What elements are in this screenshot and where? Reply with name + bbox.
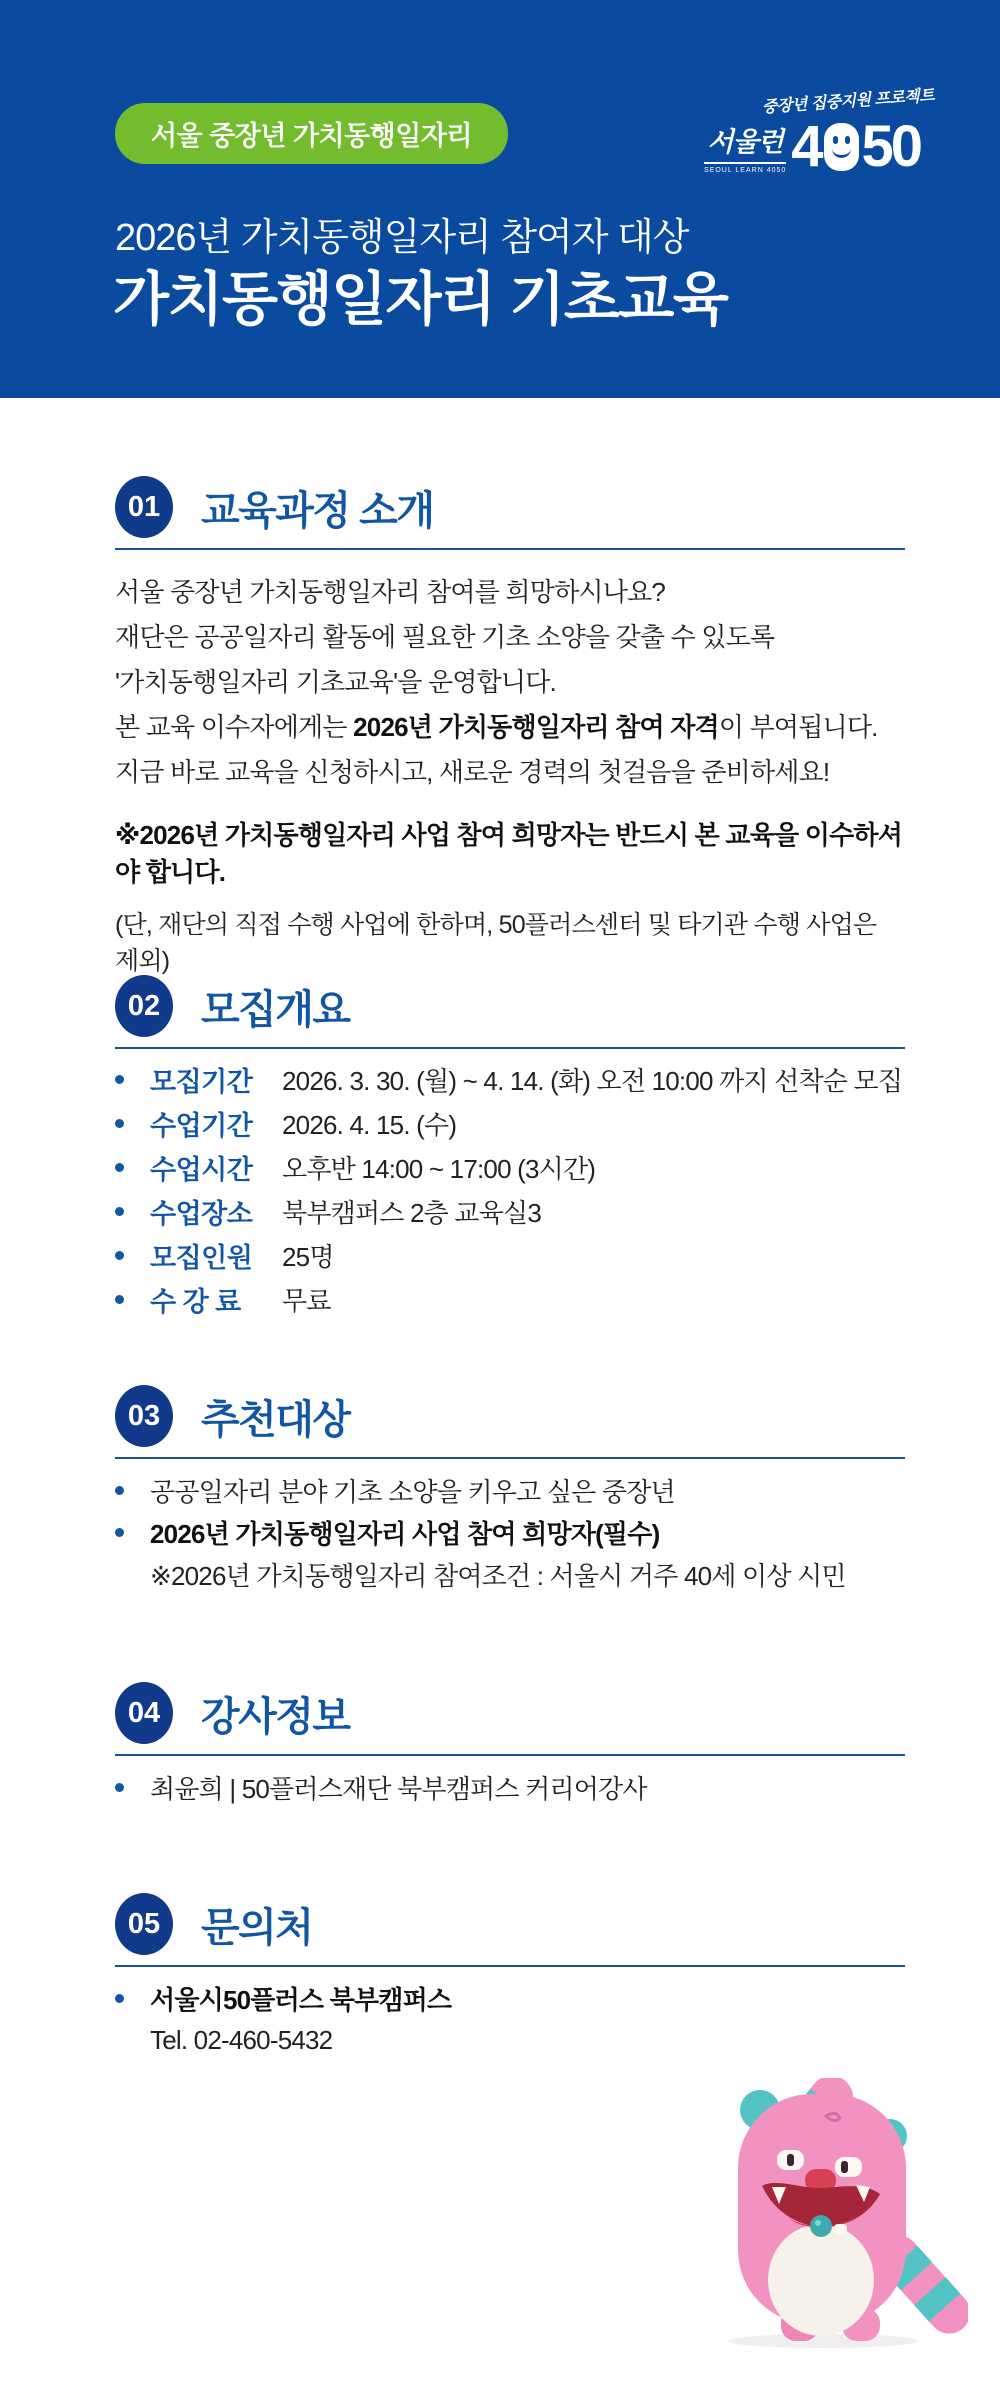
target-condition-note: ※2026년 가치동행일자리 참여조건 : 서울시 거주 40세 이상 시민 bbox=[150, 1560, 846, 1591]
mascot-illustration bbox=[638, 2078, 968, 2348]
hero-title: 가치동행일자리 기초교육 bbox=[113, 267, 728, 332]
section-title: 모집개요 bbox=[201, 987, 350, 1032]
instructor-bullet bbox=[115, 1766, 905, 1808]
smiley-right-eye bbox=[845, 136, 850, 144]
intro-line-3: '가치동행일자리 기초교육'을 운영합니다. bbox=[115, 667, 556, 697]
intro-exception-note: (단, 재단의 직접 수행 사업에 한하며, 50플러스센터 및 타기관 수행 사업은 제외) bbox=[115, 911, 877, 975]
row-label: 수업기간 bbox=[150, 1110, 253, 1141]
row-value: 25명 bbox=[282, 1241, 334, 1272]
logo-number-50: 50 bbox=[861, 114, 921, 179]
intro-paragraph bbox=[115, 570, 905, 795]
section-title: 강사정보 bbox=[201, 1694, 350, 1739]
bullet-dot-icon bbox=[115, 1119, 124, 1128]
intro-required-note: ※2026년 가치동행일자리 사업 참여 희망자는 반드시 본 교육을 이수하셔야 합니다. bbox=[115, 820, 903, 887]
section-divider bbox=[115, 1457, 905, 1459]
logo-wordmark: 서울런 bbox=[704, 120, 786, 164]
row-value: 오후반 14:00 ~ 17:00 (3시간) bbox=[282, 1153, 596, 1184]
row-value: 무료 bbox=[282, 1285, 331, 1316]
row-value: 북부캠퍼스 2층 교육실3 bbox=[282, 1197, 542, 1228]
instructor-bullet-list bbox=[115, 1766, 905, 1808]
section-divider bbox=[115, 548, 905, 550]
section-overview-header bbox=[115, 975, 905, 1037]
bullet-text: 2026년 가치동행일자리 사업 참여 희망자(필수) bbox=[150, 1518, 660, 1549]
contact-bullet-list bbox=[115, 1977, 905, 2061]
intro-line-2: 재단은 공공일자리 활동에 필요한 기초 소양을 갖출 수 있도록 bbox=[115, 622, 775, 652]
section-overview bbox=[115, 975, 905, 1321]
overview-row-class-time bbox=[115, 1145, 905, 1189]
overview-row-class-period bbox=[115, 1101, 905, 1145]
pink-monster-icon bbox=[638, 2078, 968, 2348]
section-number-badge: 04 bbox=[115, 1682, 173, 1744]
section-title: 추천대상 bbox=[201, 1397, 350, 1442]
intro-line-1: 서울 중장년 가치동행일자리 참여를 희망하시나요? bbox=[115, 577, 665, 607]
intro-line-4 bbox=[115, 705, 905, 750]
section-divider bbox=[115, 1754, 905, 1756]
bullet-dot-icon bbox=[115, 1163, 124, 1172]
bullet-dot-icon bbox=[115, 1075, 124, 1084]
contact-phone: Tel. 02-460-5432 bbox=[150, 2024, 333, 2055]
row-label: 수업시간 bbox=[150, 1154, 253, 1185]
section-number-badge: 03 bbox=[115, 1385, 173, 1447]
intro-line-4-suffix: 이 부여됩니다. bbox=[718, 712, 878, 742]
contact-bullet bbox=[115, 1977, 905, 2019]
target-bullet-2 bbox=[115, 1511, 905, 1553]
smiley-zero-icon bbox=[824, 123, 859, 171]
bullet-dot-icon bbox=[115, 1486, 124, 1495]
overview-row-fee bbox=[115, 1277, 905, 1321]
bullet-dot-icon bbox=[115, 1295, 124, 1304]
bullet-text: 최윤희 | 50플러스재단 북부캠퍼스 커리어강사 bbox=[150, 1773, 647, 1804]
bullet-text: 공공일자리 분야 기초 소양을 키우고 싶은 중장년 bbox=[150, 1476, 675, 1507]
target-bullet-1 bbox=[115, 1469, 905, 1511]
section-title: 교육과정 소개 bbox=[201, 488, 434, 533]
section-target-header bbox=[115, 1385, 905, 1447]
logo-row bbox=[704, 114, 944, 179]
logo-wordmark-block bbox=[704, 120, 786, 176]
bullet-dot-icon bbox=[115, 1251, 124, 1260]
overview-row-recruit-period bbox=[115, 1057, 905, 1101]
section-number-badge: 01 bbox=[115, 476, 173, 538]
section-instructor-header bbox=[115, 1682, 905, 1744]
intro-line-5: 지금 바로 교육을 신청하시고, 새로운 경력의 첫걸음을 준비하세요! bbox=[115, 757, 830, 787]
target-bullet-list bbox=[115, 1469, 905, 1595]
intro-line-4-bold: 2026년 가치동행일자리 참여 자격 bbox=[353, 712, 719, 742]
bullet-dot-icon bbox=[115, 1994, 124, 2003]
logo-number-4: 4 bbox=[791, 114, 821, 179]
logo-tagline: 중장년 집중지원 프로젝트 bbox=[761, 87, 935, 117]
bullet-dot-icon bbox=[115, 1528, 124, 1537]
row-value: 2026. 4. 15. (수) bbox=[282, 1109, 457, 1140]
section-number-badge: 05 bbox=[115, 1893, 173, 1955]
section-instructor bbox=[115, 1682, 905, 1808]
overview-row-class-place bbox=[115, 1189, 905, 1233]
hero-banner bbox=[0, 0, 1000, 398]
hero-subtitle: 2026년 가치동행일자리 참여자 대상 bbox=[115, 217, 689, 259]
smiley-left-eye bbox=[833, 136, 838, 144]
row-label: 모집인원 bbox=[150, 1242, 253, 1273]
bullet-text: 서울시50플러스 북부캠퍼스 bbox=[150, 1984, 452, 2015]
seoul-learn-4050-logo bbox=[704, 87, 944, 179]
section-contact-header bbox=[115, 1893, 905, 1955]
logo-number bbox=[791, 114, 921, 179]
overview-item-list bbox=[115, 1057, 905, 1321]
logo-wordmark-caption: SEOUL LEARN 4050 bbox=[704, 167, 787, 174]
section-intro-header bbox=[115, 476, 905, 538]
row-value: 2026. 3. 30. (월) ~ 4. 14. (화) 오전 10:00 까지 선착순 모집 bbox=[282, 1065, 903, 1096]
row-label: 모집기간 bbox=[150, 1066, 253, 1097]
row-label: 수 강 료 bbox=[150, 1286, 241, 1317]
smiley-mouth bbox=[832, 147, 851, 158]
section-contact bbox=[115, 1893, 905, 2061]
section-title: 문의처 bbox=[201, 1905, 313, 1950]
section-target bbox=[115, 1385, 905, 1595]
program-badge: 서울 중장년 가치동행일자리 bbox=[115, 103, 508, 164]
section-divider bbox=[115, 1965, 905, 1967]
bullet-dot-icon bbox=[115, 1207, 124, 1216]
row-label: 수업장소 bbox=[150, 1198, 253, 1229]
overview-row-capacity bbox=[115, 1233, 905, 1277]
section-divider bbox=[115, 1047, 905, 1049]
section-intro bbox=[115, 476, 905, 977]
section-number-badge: 02 bbox=[115, 975, 173, 1037]
bullet-dot-icon bbox=[115, 1783, 124, 1792]
intro-line-4-prefix: 본 교육 이수자에게는 bbox=[115, 712, 354, 742]
